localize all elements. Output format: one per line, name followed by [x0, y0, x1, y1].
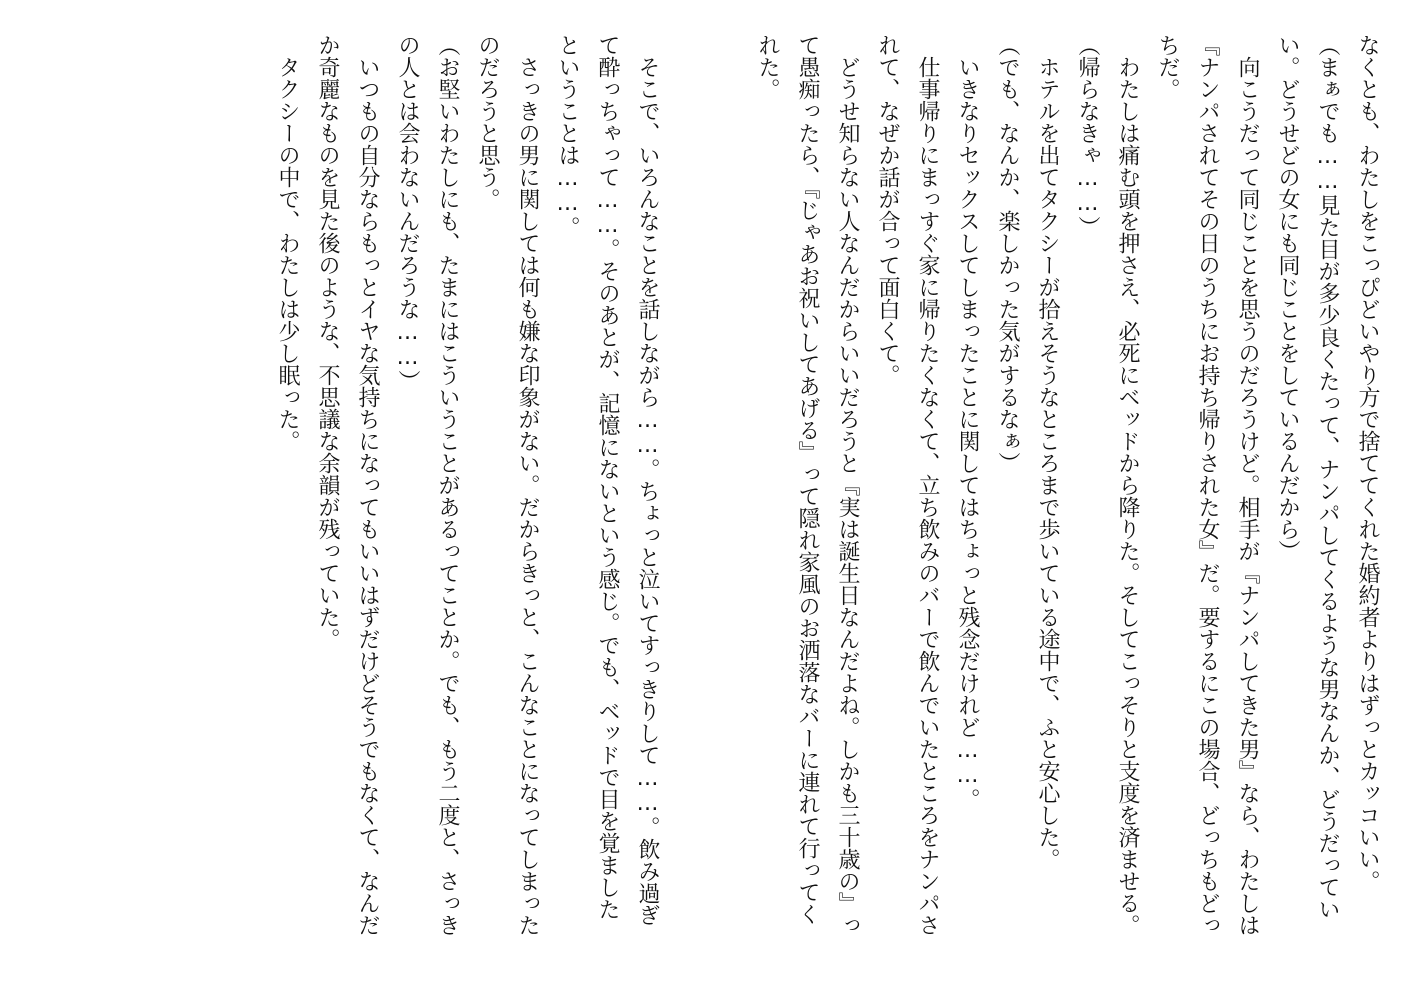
- text-line: わたしは痛む頭を押さえ、必死にベッドから降りた。そしてこっそりと支度を済ませる。: [1115, 34, 1140, 936]
- text-line: れた。: [755, 34, 780, 100]
- text-line: ホテルを出てタクシーが拾えそうなところまで歩いている途中で、ふと安心した。: [1035, 34, 1060, 870]
- text-line: （帰らなきゃ……）: [1075, 34, 1100, 238]
- text-line: て愚痴ったら、『じゃあお祝いしてあげる』って隠れ家風のお洒落なバーに連れて行ってく: [795, 34, 820, 925]
- text-line: どうせ知らない人なんだからいいだろうと『実は誕生日なんだよね。しかも三十歳の』っ: [835, 34, 860, 936]
- text-line: そこで、いろんなことを話しながら……。ちょっと泣いてすっきりして……。飲み過ぎ: [635, 34, 660, 926]
- text-line: のだろうと思う。: [475, 34, 500, 210]
- text-line: （お堅いわたしにも、たまにはこういうことがあるってことか。でも、もう二度と、さっき: [435, 34, 460, 936]
- text-line: ちだ。: [1155, 34, 1180, 100]
- blank-line: [713, 34, 741, 984]
- text-line: いきなりセックスしてしまったことに関してはちょっと残念だけれど……。: [955, 34, 980, 810]
- text-line: （まぁでも……見た目が多少良くたって、ナンパしてくるような男なんか、どうだってい: [1315, 34, 1340, 920]
- text-line: い。どうせどの女にも同じことをしているんだから）: [1275, 34, 1300, 562]
- text-line: いつもの自分ならもっとイヤな気持ちになってもいいはずだけどそうでもなくて、なんだ: [355, 34, 380, 936]
- text-line: の人とは会わないんだろうな……）: [395, 34, 420, 392]
- text-line: か奇麗なものを見た後のような、不思議な余韻が残っていた。: [315, 34, 340, 650]
- text-line: さっきの男に関しては何も嫌な印象がない。だからきっと、こんなことになってしまった: [515, 34, 540, 936]
- text-line: 仕事帰りにまっすぐ家に帰りたくなくて、立ち飲みのバーで飲んでいたところをナンパさ: [915, 34, 940, 936]
- text-line: て酔っちゃって……。そのあとが、記憶にないという感じ。でも、ベッドで目を覚ました: [595, 34, 620, 920]
- text-line: 『ナンパされてその日のうちにお持ち帰りされた女』だ。要するにこの場合、どっちもどっ: [1195, 34, 1220, 936]
- text-line: （でも、なんか、楽しかった気がするなぁ）: [995, 34, 1020, 474]
- text-line: なくとも、わたしをこっぴどいやり方で捨ててくれた婚約者よりはずっとカッコいい。: [1355, 34, 1380, 892]
- text-line: タクシーの中で、わたしは少し眠った。: [275, 34, 300, 452]
- text-line: ということは……。: [555, 34, 580, 238]
- text-line: 向こうだって同じことを思うのだろうけど。相手が『ナンパしてきた男』なら、わたしは: [1235, 34, 1260, 936]
- text-line: れて、なぜか話が合って面白くて。: [875, 34, 900, 386]
